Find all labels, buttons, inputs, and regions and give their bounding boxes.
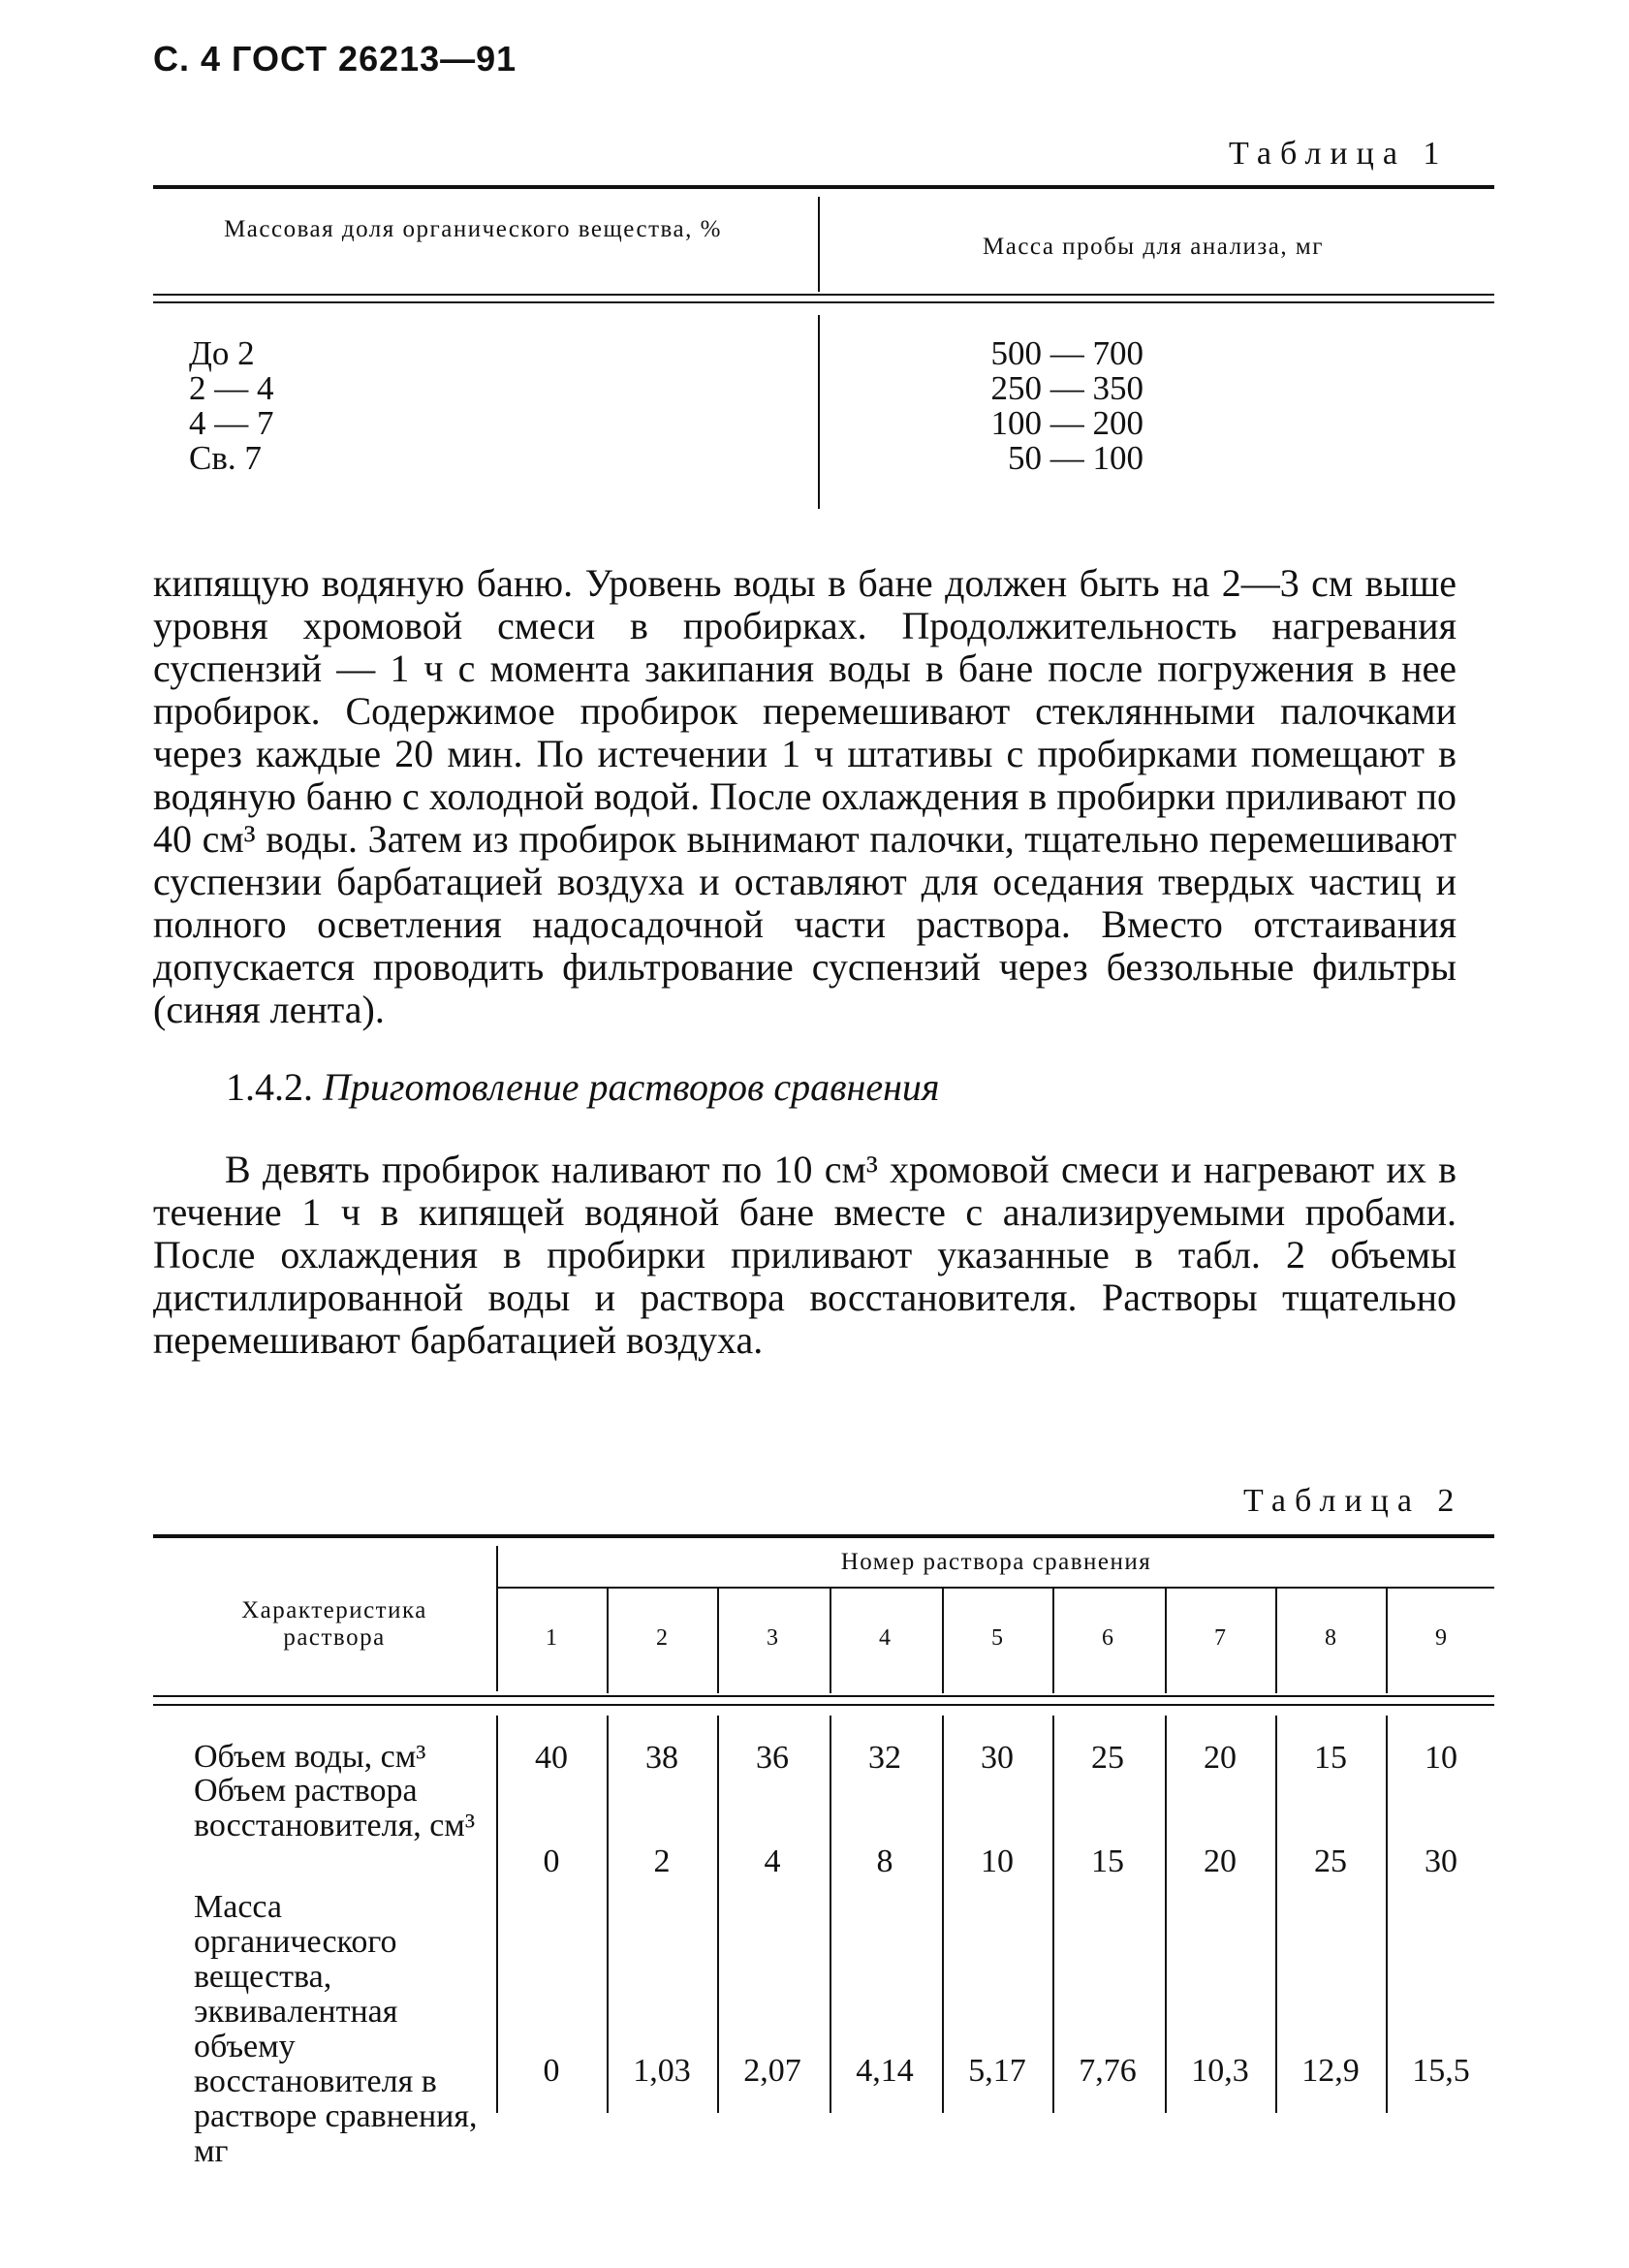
table2-cell-reducer: 10 <box>981 1843 1014 1879</box>
table2-row-label-reducer: Объем раствора восстановителя, см³ <box>194 1773 476 1843</box>
table2-cell-water: 40 <box>535 1740 568 1776</box>
table2-cell-water: 32 <box>868 1740 901 1776</box>
table1-body-divider <box>818 315 820 509</box>
table2-group-header: Номер раствора сравнения <box>840 1549 1152 1575</box>
table2-caption: Таблица 2 <box>1243 1483 1463 1519</box>
table2-cell-mass: 1,03 <box>633 2053 691 2089</box>
table2-header-rule-2 <box>153 1704 1494 1706</box>
table2-cell-mass: 10,3 <box>1191 2053 1249 2089</box>
table2-col-number: 4 <box>879 1625 891 1651</box>
table2-cell-mass: 12,9 <box>1301 2053 1360 2089</box>
table2-cell-mass: 7,76 <box>1079 2053 1137 2089</box>
table2-col-number: 6 <box>1102 1625 1113 1651</box>
table2-cell-mass: 4,14 <box>856 2053 914 2089</box>
table2-cell-reducer: 30 <box>1425 1843 1457 1879</box>
table2-cell-water: 36 <box>756 1740 789 1776</box>
table1-row-fraction: 2 — 4 <box>189 369 274 407</box>
section-number: 1.4.2. <box>226 1065 313 1109</box>
table2-cell-mass: 15,5 <box>1412 2053 1470 2089</box>
section-title: Приготовление растворов сравнения <box>323 1065 940 1109</box>
table2-cell-mass: 0 <box>543 2053 560 2089</box>
table2-col-number: 9 <box>1435 1625 1447 1651</box>
table1-header-rule-2 <box>153 301 1494 303</box>
table1-row-fraction: Св. 7 <box>189 439 262 477</box>
table1-row-fraction: До 2 <box>189 334 255 372</box>
table2-cell-water: 20 <box>1204 1740 1237 1776</box>
table2-col-number: 8 <box>1325 1625 1336 1651</box>
table2-cell-mass: 5,17 <box>968 2053 1026 2089</box>
table2-cell-water: 38 <box>645 1740 678 1776</box>
table2-col1-header: Характеристика раствора <box>241 1597 427 1651</box>
table1-row-mass: 100 — 200 <box>990 404 1143 442</box>
table2-col-number: 1 <box>546 1625 557 1651</box>
table2-cell-water: 30 <box>981 1740 1014 1776</box>
table2-cell-reducer: 2 <box>653 1843 671 1879</box>
body-paragraph-2: В девять пробирок наливают по 10 см³ хромовой смеси и нагревают их в течение 1 ч в кипящей водяной бане вместе с анализируемыми пробами. После охлаждения в пробирки приливают указанные в табл. 2 объемы дистиллированной воды и раствора восстановителя. Растворы тщательно перемешивают барбатацией воздуха. <box>153 1148 1457 1362</box>
table1-header-divider <box>818 197 820 292</box>
body-paragraph-1: кипящую водяную баню. Уровень воды в бане должен быть на 2—3 см выше уровня хромовой смеси в пробирках. Продолжительность нагревания суспензий — 1 ч с момента закипания воды в бане после погружения в нее пробирок. Содержимое пробирок перемешивают стеклянными палочками через каждые 20 мин. По истечении 1 ч штативы с пробирками помещают в водяную баню с холодной водой. После охлаждения в пробирки приливают по 40 см³ воды. Затем из пробирок вынимают палочки, тщательно перемешивают суспензии барбатацией воздуха и оставляют для оседания твердых частиц и полного осветления надосадочной части раствора. Вместо отстаивания допускается проводить фильтрование суспензий через беззольные фильтры (синяя лента). <box>153 561 1457 1031</box>
table1-caption: Таблица 1 <box>1229 136 1449 172</box>
table2-top-rule <box>153 1534 1494 1538</box>
table1-col1-header: Массовая доля органического вещества, % <box>224 216 722 242</box>
table2-cell-reducer: 20 <box>1204 1843 1237 1879</box>
table2-cell-water: 10 <box>1425 1740 1457 1776</box>
table2-header-rule-1 <box>153 1695 1494 1697</box>
table1-header-rule-1 <box>153 294 1494 296</box>
page-header: С. 4 ГОСТ 26213—91 <box>153 39 517 79</box>
table2-cell-reducer: 15 <box>1091 1843 1124 1879</box>
table2-col-number: 3 <box>767 1625 778 1651</box>
section-heading <box>226 1064 940 1110</box>
table2-cell-mass: 2,07 <box>743 2053 801 2089</box>
table1-row-mass: 250 — 350 <box>990 369 1143 407</box>
table1-top-rule <box>153 185 1494 189</box>
table2-cell-water: 25 <box>1091 1740 1124 1776</box>
table2-group-rule <box>498 1587 1494 1589</box>
table2-col-number: 5 <box>991 1625 1003 1651</box>
table2-col-number: 2 <box>656 1625 668 1651</box>
table2-cell-reducer: 25 <box>1314 1843 1347 1879</box>
table2-row-label-water: Объем воды, см³ <box>194 1739 426 1775</box>
table2-cell-reducer: 8 <box>876 1843 893 1879</box>
table2-cell-water: 15 <box>1314 1740 1347 1776</box>
table2-row-label-mass: Масса органического вещества, эквивалентная объему восстановителя в растворе сравнения, мг <box>194 1889 478 2169</box>
table2-cell-reducer: 4 <box>764 1843 781 1879</box>
table1-col2-header: Масса пробы для анализа, мг <box>983 234 1324 260</box>
table2-col-number: 7 <box>1214 1625 1226 1651</box>
table2-cell-reducer: 0 <box>543 1843 560 1879</box>
table1-row-mass: 500 — 700 <box>990 334 1143 372</box>
table1-row-mass: 50 — 100 <box>1008 439 1143 477</box>
table1-row-fraction: 4 — 7 <box>189 404 274 442</box>
